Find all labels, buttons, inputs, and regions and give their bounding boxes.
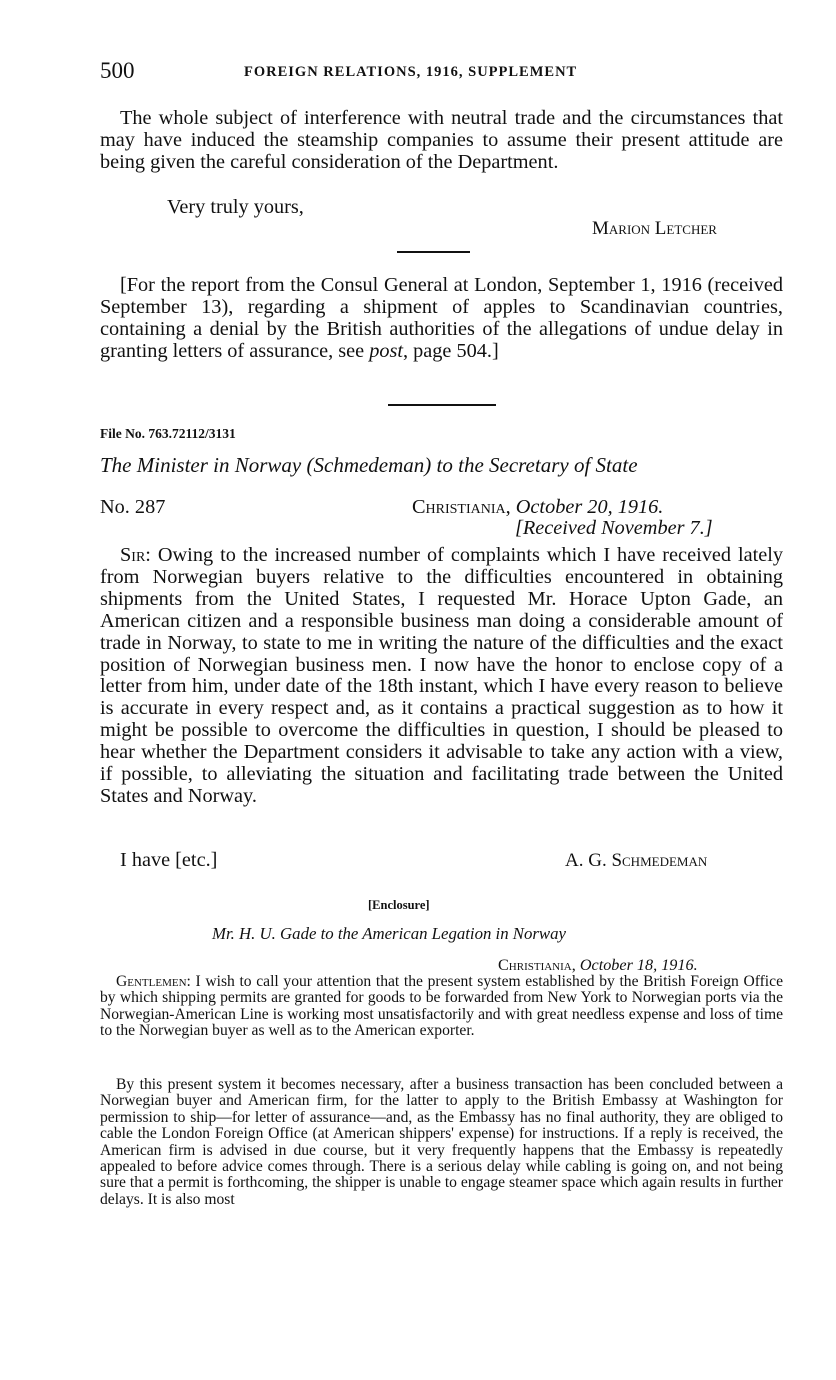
editorial-note: [100, 275, 783, 363]
dateline-place: Christiania,: [412, 496, 511, 518]
letter1-closing-paragraph: The whole subject of interference with neutral trade and the circumstances that may have induced the steamship companies to assume their present attitude are being given the careful consideration of the Department.: [100, 107, 783, 173]
editorial-note-end: , page 504.]: [403, 339, 499, 362]
editorial-note-text: [For the report from the Consul General at London, September 1, 1916 (received September 13), regarding a shipment of apples to Scandinavian countries, containing a denial by the British authorities of the allegations of undue delay in granting letters of assurance, see: [100, 274, 783, 362]
enclosure-place: Christiania,: [498, 956, 576, 974]
received-date: [Received November 7.]: [515, 517, 713, 539]
document-dateline: [412, 496, 663, 519]
divider-rule: [397, 251, 470, 253]
letter1-valediction: Very truly yours,: [167, 196, 304, 218]
editorial-note-post: post: [369, 339, 403, 362]
page-header: [100, 58, 780, 90]
document-closing: I have [etc.]: [120, 849, 218, 871]
body-text: Owing to the increased number of complaints which I have received lately from Norwegian buyers relative to the difficulties encountered in obtaining shipments from the United States, I requested Mr. Horace Upton Gade, an American citizen and a responsible business man doing a considerable amount of trade in Norway, to state to me in writing the nature of the difficulties and the exact position of Norwegian business men. I now have the honor to enclose copy of a letter from him, under date of the 18th instant, which I have every reason to believe is accurate in every respect and, as it contains a practical suggestion as to how it might be possible to overcome the difficulties in question, I should be pleased to hear whether the Department considers it advisable to take any action with a view, if possible, to alleviating the situation and facilitating trade between the United States and Norway.: [100, 544, 783, 807]
letter1-signature: Marion Letcher: [592, 218, 717, 239]
running-head: FOREIGN RELATIONS, 1916, SUPPLEMENT: [244, 64, 578, 80]
document-body: [100, 545, 783, 808]
enclosure-label: [Enclosure]: [368, 898, 430, 912]
salutation: Sir:: [120, 544, 151, 566]
enclosure-title: Mr. H. U. Gade to the American Legation in Norway: [212, 924, 566, 943]
document-number: No. 287: [100, 496, 166, 518]
file-number: File No. 763.72112/3131: [100, 426, 236, 441]
enclosure-paragraph-2: By this present system it becomes necessary, after a business transaction has been concluded between a Norwegian buyer and American firm, for the latter to apply to the British Embassy at Washington for permission to ship—for letter of assurance—and, as the Embassy has no final authority, they are obliged to cable the London Foreign Office (at American shippers' expense) for instructions. If a reply is received, the American firm is advised in due course, but it very frequently happens that the Embassy is repeatedly appealed to before advice comes through. There is a serious delay while cabling is going on, and not being sure that a permit is forthcoming, the shipper is unable to engage steamer space which again results in further delays. It is also most: [100, 1076, 783, 1208]
document-signature: A. G. Schmedeman: [565, 850, 708, 871]
enclosure-salutation: Gentlemen:: [116, 973, 191, 990]
enclosure-date: October 18, 1916.: [579, 956, 698, 974]
page-number: 500: [100, 58, 135, 83]
enclosure-paragraph-1: [100, 974, 783, 1040]
enclosure-para1-text: I wish to call your attention that the present system established by the British Foreign Office by which shipping permits are granted for goods to be forwarded from New York to Norwegian ports via the Norwegian-American Line is working most unsatisfactorily and with great needless expense and loss of time to the Norwegian buyer as well as to the American exporter.: [100, 973, 783, 1040]
dateline-date: October 20, 1916.: [515, 496, 664, 518]
document-title: The Minister in Norway (Schmedeman) to the Secretary of State: [100, 453, 638, 477]
divider-rule: [388, 404, 496, 406]
